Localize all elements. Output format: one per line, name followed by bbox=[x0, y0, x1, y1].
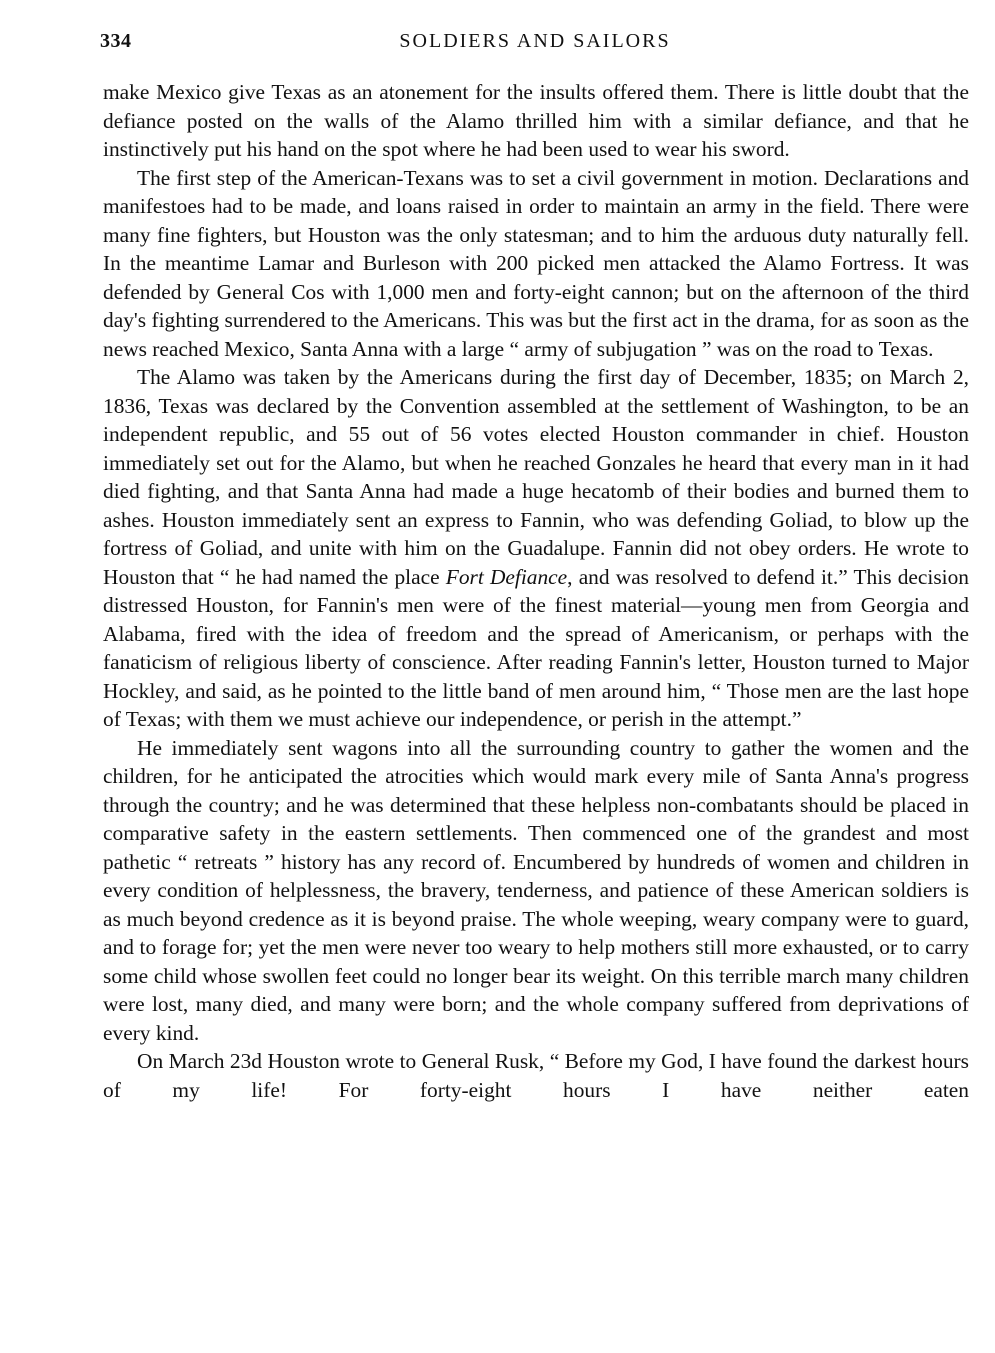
paragraph-3-text-before: The Alamo was taken by the Americans during the first day of December, 1835; on March 2, 1836, Texas was declared by the Convention assembled at the settlement of Washington, to be an independent republic, and 55 out of 56 votes elected Houston commander in chief. Houston immediately set out for the Alamo, but when he reached Gonzales he heard that every man in it had died fighting, and that Santa Anna had made a huge hecatomb of their bodies and burned them to ashes. Houston immediately sent an express to Fannin, who was defending Goliad, to blow up the fortress of Goliad, and unite with him on the Guadalupe. Fannin did not obey orders. He wrote to Houston that “ he had named the place bbox=[103, 365, 969, 589]
page-number: 334 bbox=[100, 30, 132, 52]
fort-defiance-italic: Fort Defiance bbox=[445, 564, 568, 589]
paragraph-1: make Mexico give Texas as an atonement for the insults offered them. There is little doubt that the defiance posted on the walls of the Alamo thrilled him with a similar defiance, and that he instinctively put his hand on the spot where he had been used to wear his sword. bbox=[103, 80, 969, 161]
body-text bbox=[103, 78, 969, 1104]
running-title: SOLDIERS AND SAILORS bbox=[399, 30, 671, 52]
paragraph-5: On March 23d Houston wrote to General Rusk, “ Before my God, I have found the darkest hours of my life! For forty-eight hours I have neither eaten bbox=[103, 1049, 969, 1102]
paragraph-2: The first step of the American-Texans was to set a civil government in motion. Declarations and manifestoes had to be made, and loans raised in order to maintain an army in the field. There were many fine fighters, but Houston was the only statesman; and to him the arduous duty naturally fell. In the meantime Lamar and Burleson with 200 picked men attacked the Alamo Fortress. It was defended by General Cos with 1,000 men and forty-eight cannon; but on the afternoon of the third day's fighting surrendered to the Americans. This was but the first act in the drama, for as soon as the news reached Mexico, Santa Anna with a large “ army of subjugation ” was on the road to Texas. bbox=[103, 165, 969, 361]
paragraph-3-text-after: , and was resolved to defend it.” This decision distressed Houston, for Fannin's men were of the finest material—young men from Georgia and Alabama, fired with the idea of freedom and the spread of Americanism, or perhaps with the fanaticism of religious liberty of conscience. After reading Fannin's letter, Houston turned to Major Hockley, and said, as he pointed to the little band of men around him, “ Those men are the last hope of Texas; with them we must achieve our independence, or perish in the attempt.” bbox=[103, 564, 969, 731]
paragraph-4: He immediately sent wagons into all the surrounding country to gather the women and the children, for he anticipated the atrocities which would mark every mile of Santa Anna's progress through the country; and he was determined that these helpless non-combatants should be placed in comparative safety in the eastern settlements. Then commenced one of the grandest and most pathetic “ retreats ” history has any record of. Encumbered by hundreds of women and children in every condition of helplessness, the bravery, tenderness, and patience of these American soldiers is as much beyond credence as it is beyond praise. The whole weeping, weary company were to guard, and to forage for; yet the men were never too weary to help mothers still more exhausted, or to carry some child whose swollen feet could no longer bear its weight. On this terrible march many children were lost, many died, and many were born; and the whole company suffered from deprivations of every kind. bbox=[103, 735, 969, 1045]
paragraph-3 bbox=[103, 363, 969, 734]
running-head bbox=[100, 30, 970, 60]
